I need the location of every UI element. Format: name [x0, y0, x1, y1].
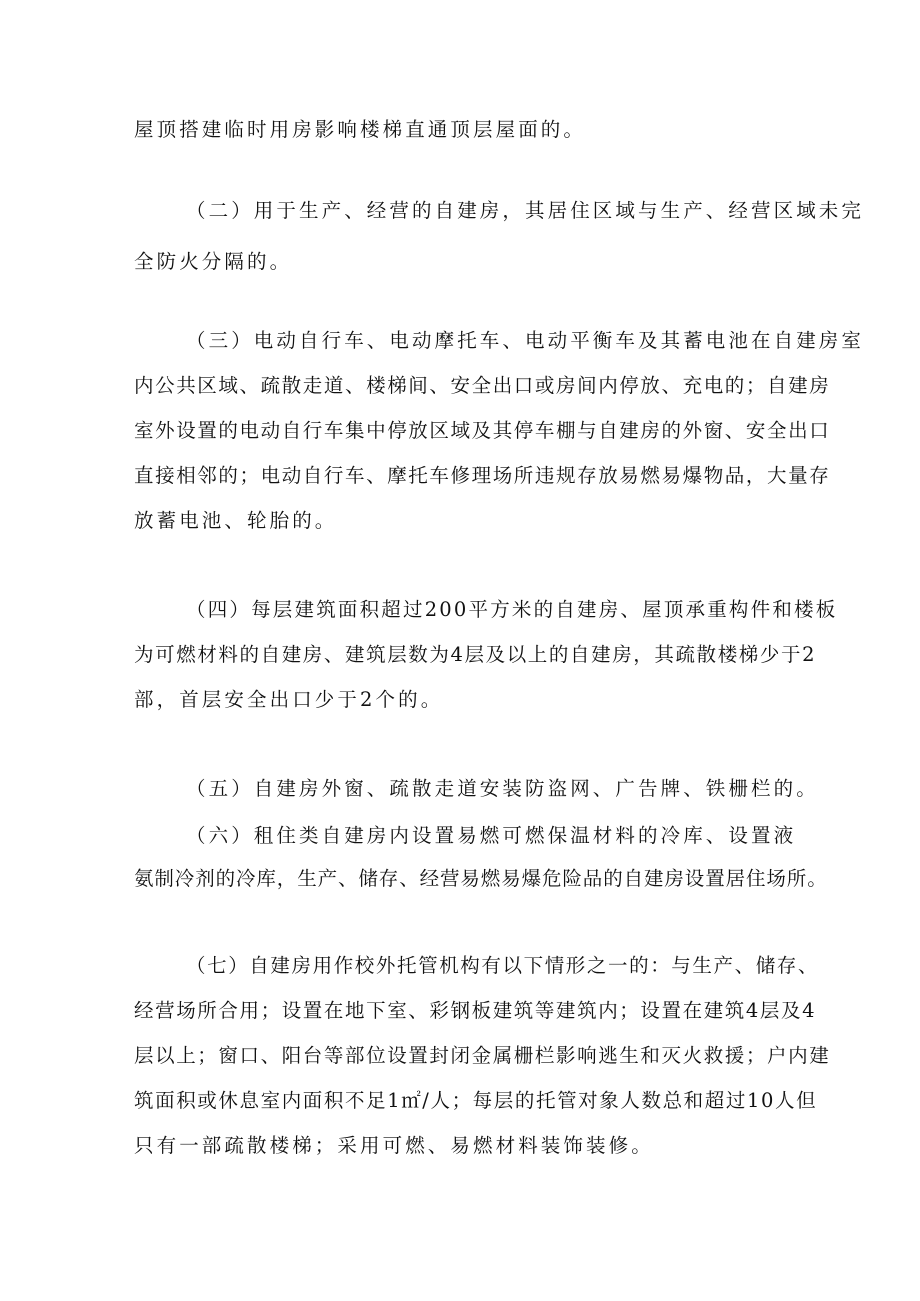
text-line-10: 为可燃材料的自建房、建筑层数为4层及以上的自建房，其疏散楼梯少于2	[134, 643, 817, 666]
text-line-13: （六）租住类自建房内设置易燃可燃保温材料的冷库、设置液	[186, 824, 797, 847]
text-line-15: （七）自建房用作校外托管机构有以下情形之一的：与生产、储存、	[186, 954, 820, 977]
text-line-18: 筑面积或休息室内面积不足1㎡/人；每层的托管对象人数总和超过10人但	[134, 1089, 818, 1112]
text-line-19: 只有一部疏散楼梯；采用可燃、易燃材料装饰装修。	[134, 1134, 654, 1157]
text-line-9: （四）每层建筑面积超过200平方米的自建房、屋顶承重构件和楼板	[186, 598, 838, 621]
text-line-2: （二）用于生产、经营的自建房，其居住区域与生产、经营区域未完	[186, 199, 865, 222]
text-line-4: （三）电动自行车、电动摩托车、电动平衡车及其蓄电池在自建房室	[186, 329, 865, 352]
text-line-11: 部，首层安全出口少于2个的。	[134, 688, 444, 711]
text-line-14: 氨制冷剂的冷库，生产、储存、经营易燃易爆危险品的自建房设置居住场所。	[134, 867, 828, 890]
text-line-3: 全防火分隔的。	[134, 250, 293, 273]
text-line-1: 屋顶搭建临时用房影响楼梯直通顶层屋面的。	[134, 118, 587, 141]
text-line-17: 层以上；窗口、阳台等部位设置封闭金属栅栏影响逃生和灭火救援；户内建	[134, 1044, 831, 1067]
text-line-6: 室外设置的电动自行车集中停放区域及其停车棚与自建房的外窗、安全出口	[134, 419, 831, 442]
text-line-16: 经营场所合用；设置在地下室、彩钢板建筑等建筑内；设置在建筑4层及4	[134, 999, 817, 1022]
text-line-12: （五）自建房外窗、疏散走道安装防盗网、广告牌、铁栅栏的。	[186, 777, 819, 800]
text-line-7: 直接相邻的；电动自行车、摩托车修理场所违规存放易燃易爆物品，大量存	[134, 464, 831, 487]
text-line-5: 内公共区域、疏散走道、楼梯间、安全出口或房间内停放、充电的；自建房	[134, 374, 831, 397]
text-line-8: 放蓄电池、轮胎的。	[134, 509, 338, 532]
